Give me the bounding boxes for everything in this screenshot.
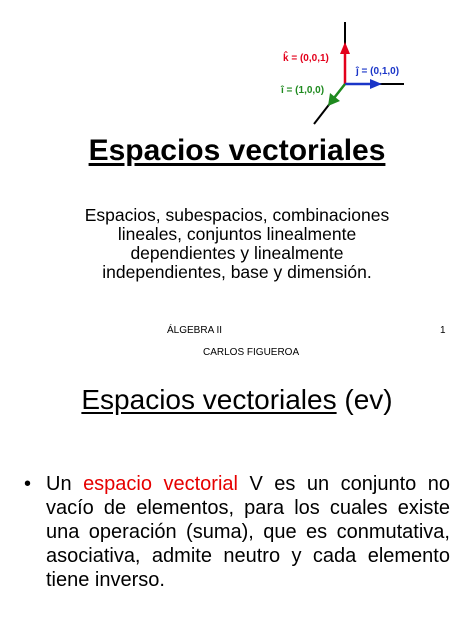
definition-text xyxy=(46,472,450,592)
definition-text-after: V es un conjunto no vacío de elementos, para los cuales existe una operación (suma), que es conmutativa, asociativa, admite neutro y cada elemento tiene inverso. xyxy=(46,473,450,591)
i-vector-arrow xyxy=(334,84,345,98)
slide-2 xyxy=(0,356,474,632)
j-arrowhead xyxy=(370,79,382,89)
footer-author: CARLOS FIGUEROA xyxy=(203,347,300,356)
slide-2-title-main: Espacios vectoriales xyxy=(81,384,337,415)
bullet-marker: • xyxy=(24,473,32,495)
definition-bullet xyxy=(24,472,450,592)
j-vector-label: ĵ = (0,1,0) xyxy=(356,66,400,77)
definition-highlight: espacio vectorial xyxy=(83,473,238,495)
footer-page-number: 1 xyxy=(440,325,446,336)
k-arrowhead xyxy=(340,42,350,54)
slide-2-title-abbreviation: (ev) xyxy=(344,384,393,415)
footer-course: ÁLGEBRA II xyxy=(167,325,223,336)
coordinate-axes-diagram xyxy=(270,18,420,128)
k-vector-label: k̂ = (0,0,1) xyxy=(283,53,329,64)
i-arrowhead xyxy=(328,93,340,106)
slide-1-subtitle: Espacios, subespacios, combinaciones lineales, conjuntos linealmente dependientes y linealmente independientes, base y dimensión. xyxy=(84,205,390,282)
slide-2-title xyxy=(0,384,474,416)
i-vector-label: î = (1,0,0) xyxy=(281,85,325,96)
definition-text-before: Un xyxy=(46,473,84,495)
slide-1-title: Espacios vectoriales xyxy=(88,134,386,167)
